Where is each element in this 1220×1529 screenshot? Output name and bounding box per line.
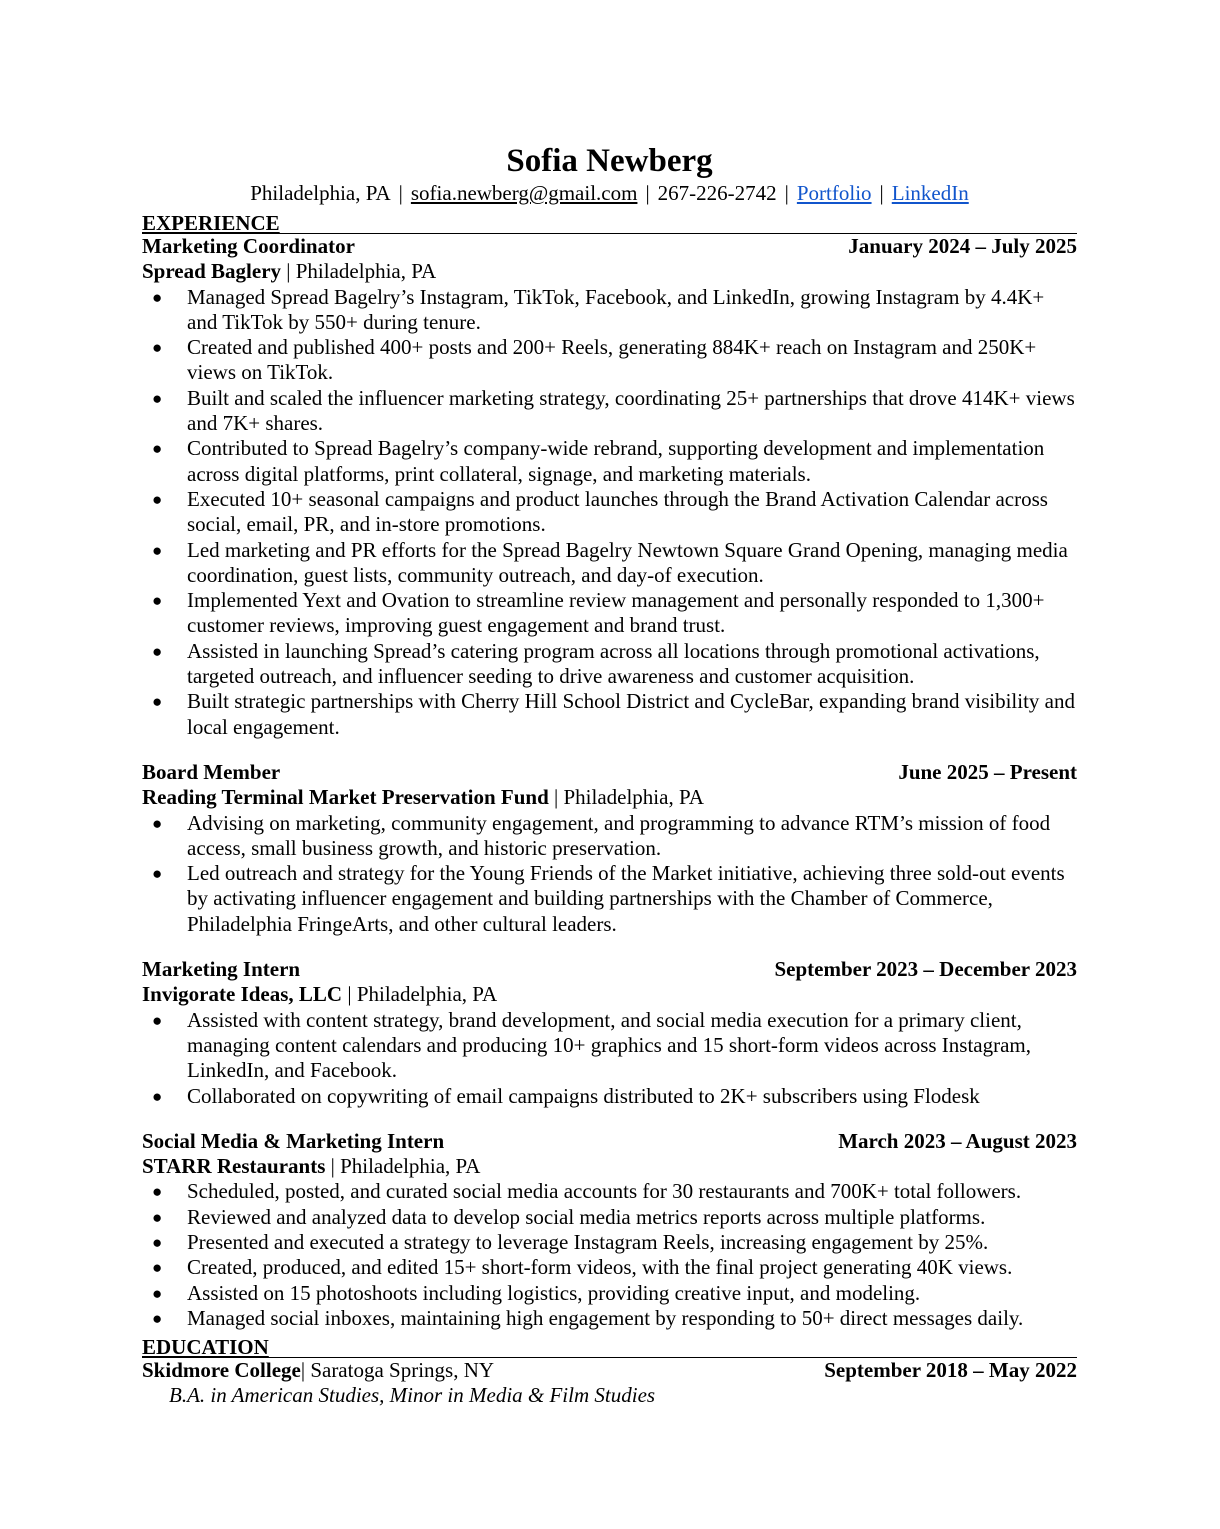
bullet-icon: ● <box>152 489 163 509</box>
separator: | <box>645 181 650 205</box>
job-org: Reading Terminal Market Preservation Fund <box>142 785 549 810</box>
bullet-icon: ● <box>152 1232 163 1252</box>
spacer <box>142 1109 1077 1129</box>
job-role: Social Media & Marketing Intern <box>142 1128 445 1153</box>
separator: | <box>398 181 403 205</box>
job-location: | Philadelphia, PA <box>554 785 704 810</box>
bullet-item: ● Created and published 400+ posts and 200+ Reels, generating 884K+ reach on Instagram and 250K+ views on TikTok. <box>152 335 1037 385</box>
bullet-item: ● Collaborated on copywriting of email campaigns distributed to 2K+ subscribers using Flodesk <box>152 1083 980 1108</box>
bullet-item: ● Assisted with content strategy, brand development, and social media execution for a primary client, managing content calendars and producing 10+ graphics and 15 short-form videos across Instagram, LinkedIn, and Facebook. <box>152 1007 1032 1083</box>
job-org: Invigorate Ideas, LLC <box>142 982 343 1007</box>
bullet-icon: ● <box>152 1308 163 1328</box>
bullet-item: ● Scheduled, posted, and curated social media accounts for 30 restaurants and 700K+ total followers. <box>152 1179 1022 1204</box>
job-role: Marketing Intern <box>142 957 301 982</box>
bullet-icon: ● <box>152 692 163 712</box>
job-org: Spread Baglery <box>142 259 282 284</box>
job-dates: September 2023 – December 2023 <box>774 957 1077 982</box>
candidate-name: Sofia Newberg <box>506 143 713 179</box>
bullet-icon: ● <box>152 388 163 408</box>
education-heading: EDUCATION <box>142 1331 1077 1358</box>
bullet-icon: ● <box>152 864 163 884</box>
job-entry <box>142 234 1077 740</box>
bullet-item: ● Led marketing and PR efforts for the Spread Bagelry Newtown Square Grand Opening, managing media coordination, guest lists, community outreach, and day-of execution. <box>152 537 1068 587</box>
bullet-item: ● Built and scaled the influencer marketing strategy, coordinating 25+ partnerships that drove 414K+ views and 7K+ shares. <box>152 385 1075 436</box>
school-location: | Saratoga Springs, NY <box>300 1358 495 1383</box>
degree: B.A. in American Studies, Minor in Media & Film Studies <box>169 1383 656 1408</box>
education-dates: September 2018 – May 2022 <box>824 1358 1077 1383</box>
email-link[interactable]: sofia.newberg@gmail.com <box>410 181 638 205</box>
job-dates: March 2023 – August 2023 <box>838 1128 1077 1153</box>
spacer <box>142 937 1077 957</box>
job-entry <box>142 760 1077 937</box>
bullet-icon: ● <box>152 641 163 661</box>
bullet-icon: ● <box>152 1182 163 1202</box>
linkedin-link[interactable]: LinkedIn <box>891 181 969 205</box>
experience-heading: EXPERIENCE <box>142 207 1077 234</box>
bullet-icon: ● <box>152 1207 163 1227</box>
job-location: | Philadelphia, PA <box>347 982 498 1007</box>
job-bullets <box>142 1179 1077 1331</box>
separator: | <box>784 181 789 205</box>
job-bullets <box>142 1008 1077 1109</box>
bullet-item: ● Managed social inboxes, maintaining high engagement by responding to 50+ direct messages daily. <box>152 1305 1024 1330</box>
bullet-icon: ● <box>152 338 163 358</box>
bullet-item: ● Reviewed and analyzed data to develop social media metrics reports across multiple platforms. <box>152 1204 986 1229</box>
bullet-item: ● Presented and executed a strategy to leverage Instagram Reels, increasing engagement by 25%. <box>152 1229 989 1254</box>
job-role: Board Member <box>142 759 281 784</box>
bullet-item: ● Assisted in launching Spread’s catering program across all locations through promotional activations, targeted outreach, and influencer seeding to drive awareness and customer acquisition. <box>152 638 1040 689</box>
bullet-item: ● Implemented Yext and Ovation to streamline review management and personally responded to 1,300+ customer reviews, improving guest engagement and brand trust. <box>152 588 1045 638</box>
job-dates: January 2024 – July 2025 <box>848 234 1077 258</box>
portfolio-link[interactable]: Portfolio <box>796 181 872 205</box>
job-entry <box>142 957 1077 1109</box>
job-location: | Philadelphia, PA <box>330 1154 481 1179</box>
contact-line <box>142 179 1077 207</box>
bullet-item: ● Assisted on 15 photoshoots including logistics, providing creative input, and modeling. <box>152 1280 921 1305</box>
bullet-icon: ● <box>152 1258 163 1278</box>
job-bullets <box>142 285 1077 740</box>
job-dates: June 2025 – Present <box>898 759 1077 784</box>
job-entry <box>142 1129 1077 1331</box>
bullet-icon: ● <box>152 540 163 560</box>
bullet-icon: ● <box>152 439 163 459</box>
separator: | <box>879 181 884 205</box>
bullet-item: ● Executed 10+ seasonal campaigns and product launches through the Brand Activation Calendar across social, email, PR, and in-store promotions. <box>152 486 1048 537</box>
bullet-icon: ● <box>152 813 163 833</box>
bullet-icon: ● <box>152 287 163 307</box>
bullet-icon: ● <box>152 591 163 611</box>
job-location: | Philadelphia, PA <box>286 259 437 284</box>
job-role: Marketing Coordinator <box>142 234 355 258</box>
spacer <box>142 740 1077 760</box>
bullet-item: ● Created, produced, and edited 15+ short-form videos, with the final project generating 40K views. <box>152 1255 1013 1280</box>
bullet-icon: ● <box>152 1086 163 1106</box>
bullet-item: ● Advising on marketing, community engagement, and programming to advance RTM’s mission of food access, small business growth, and historic preservation. <box>152 810 1051 860</box>
location: Philadelphia, PA <box>250 181 391 205</box>
bullet-item: ● Managed Spread Bagelry’s Instagram, TikTok, Facebook, and LinkedIn, growing Instagram by 4.4K+ and TikTok by 550+ during tenure. <box>152 284 1045 334</box>
bullet-icon: ● <box>152 1010 163 1030</box>
job-org: STARR Restaurants <box>142 1154 326 1179</box>
bullet-icon: ● <box>152 1283 163 1303</box>
job-bullets <box>142 811 1077 937</box>
phone: 267-226-2742 <box>657 181 777 205</box>
bullet-item: ● Built strategic partnerships with Cherry Hill School District and CycleBar, expanding brand visibility and local engagement. <box>152 689 1075 739</box>
bullet-item: ● Contributed to Spread Bagelry’s company-wide rebrand, supporting development and implementation across digital platforms, print collateral, signage, and marketing materials. <box>152 436 1045 486</box>
bullet-item: ● Led outreach and strategy for the Young Friends of the Market initiative, achieving three sold-out events by activating influencer engagement and building partnerships with the Chamber of Commerce, Philadelphia FringeArts, and other cultural leaders. <box>152 861 1065 936</box>
school-name: Skidmore College <box>142 1358 301 1383</box>
